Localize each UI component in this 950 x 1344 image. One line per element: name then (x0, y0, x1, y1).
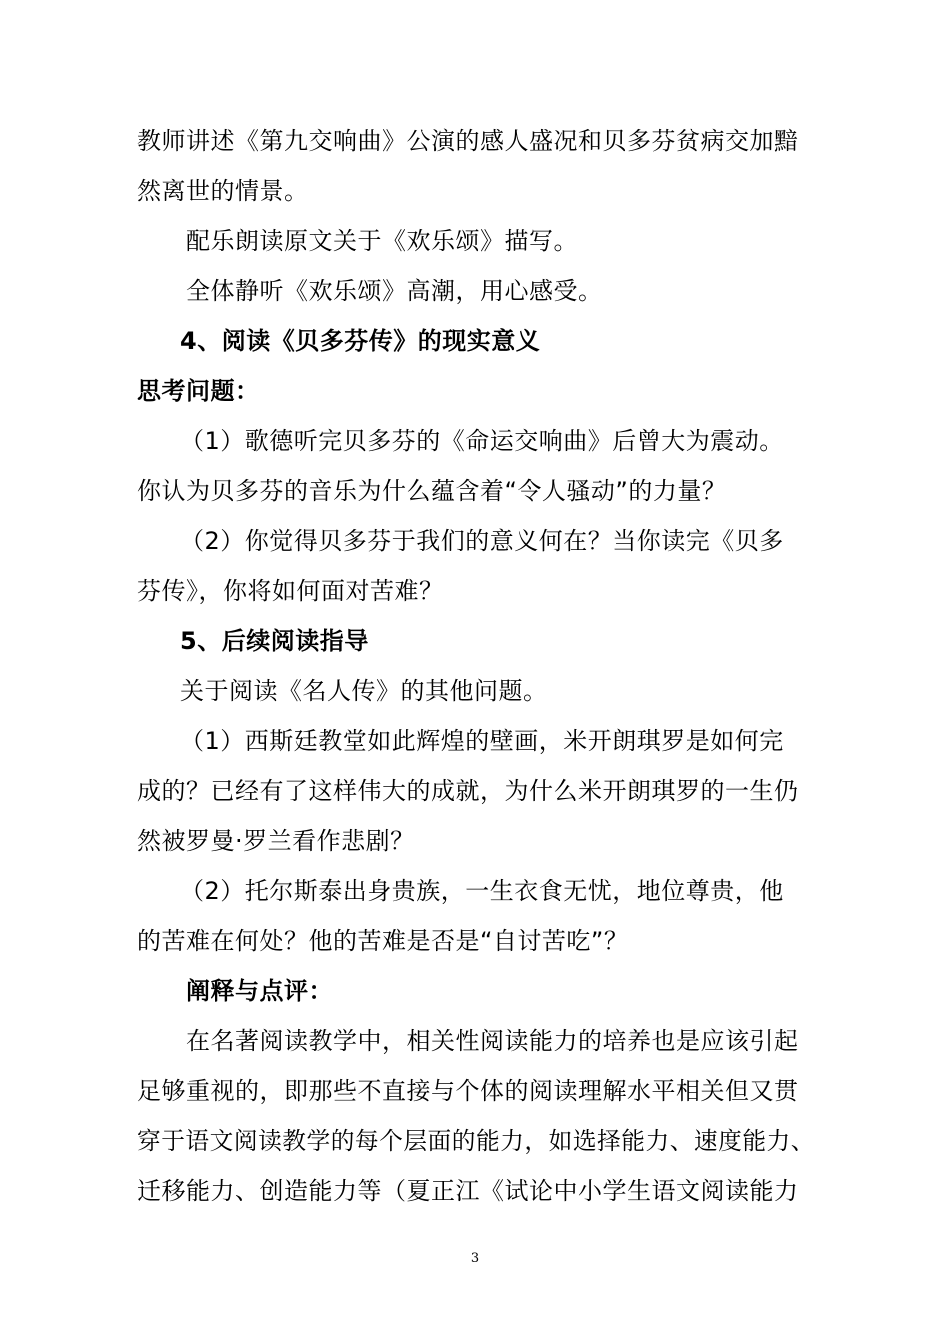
question-4-line-1: （2）托尔斯泰出身贵族，一生衣食无忧，地位尊贵，他 (180, 877, 784, 905)
section-heading-4: 4、阅读《贝多芬传》的现实意义 (180, 327, 541, 355)
commentary-line-3: 穿于语文阅读教学的每个层面的能力，如选择能力、速度能力、 (137, 1127, 815, 1155)
commentary-line-4: 迁移能力、创造能力等（夏正江《试论中小学生语文阅读能力 (137, 1177, 799, 1205)
question-2-line-2: 芬传》，你将如何面对苦难？ (137, 577, 444, 605)
question-3-line-2: 成的？已经有了这样伟大的成就，为什么米开朗琪罗的一生仍 (137, 777, 799, 805)
question-2-line-1: （2）你觉得贝多芬于我们的意义何在？当你读完《贝多 (180, 527, 784, 555)
commentary-line-1: 在名著阅读教学中，相关性阅读能力的培养也是应该引起 (186, 1027, 799, 1055)
question-3-line-1: （1）西斯廷教堂如此辉煌的壁画，米开朗琪罗是如何完 (180, 727, 784, 755)
question-3-line-3: 然被罗曼·罗兰看作悲剧？ (137, 827, 415, 855)
section-heading-5: 5、后续阅读指导 (180, 627, 369, 655)
paragraph-line-2: 然离世的情景。 (137, 177, 309, 205)
commentary-line-2: 足够重视的，即那些不直接与个体的阅读理解水平相关但又贯 (137, 1077, 799, 1105)
paragraph-line-other-questions: 关于阅读《名人传》的其他问题。 (180, 677, 548, 705)
paragraph-line-4: 全体静听《欢乐颂》高潮，用心感受。 (186, 277, 603, 305)
paragraph-line-1: 教师讲述《第九交响曲》公演的感人盛况和贝多芬贫病交加黯 (137, 127, 799, 155)
question-1-line-1: （1）歌德听完贝多芬的《命运交响曲》后曾大为震动。 (180, 427, 784, 455)
question-4-line-2: 的苦难在何处？他的苦难是否是“自讨苦吃”？ (137, 927, 629, 955)
paragraph-line-3: 配乐朗读原文关于《欢乐颂》描写。 (186, 227, 578, 255)
subheading-questions: 思考问题： (137, 377, 260, 405)
page-number: 3 (470, 1251, 480, 1266)
subheading-commentary: 阐释与点评： (186, 977, 333, 1005)
question-1-line-2: 你认为贝多芬的音乐为什么蕴含着“令人骚动”的力量？ (137, 477, 727, 505)
